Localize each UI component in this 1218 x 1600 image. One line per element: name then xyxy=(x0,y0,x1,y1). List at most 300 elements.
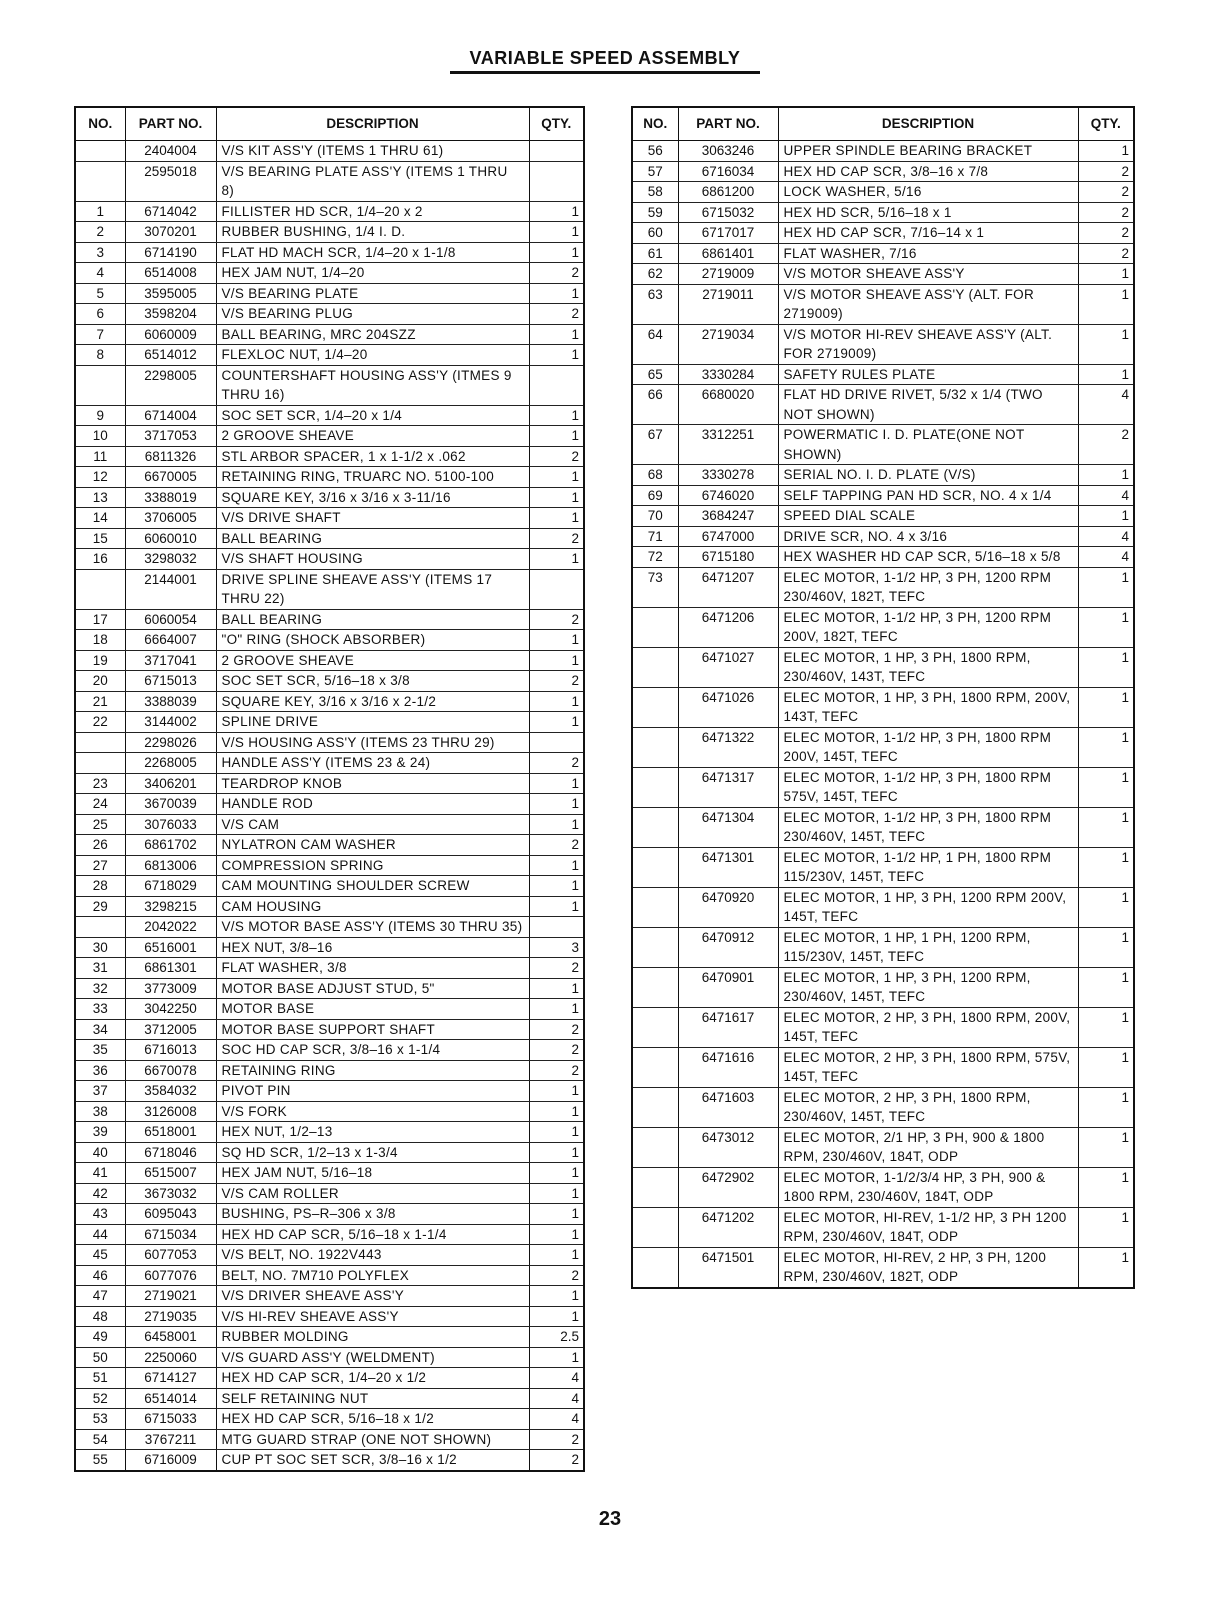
item-number: 31 xyxy=(75,958,125,979)
part-description: ELEC MOTOR, 1-1/2 HP, 3 PH, 1800 RPM 230/460V, 145T, TEFC xyxy=(778,807,1078,847)
part-number: 6060009 xyxy=(125,324,216,345)
part-description: HEX HD CAP SCR, 3/8–16 x 7/8 xyxy=(778,161,1078,182)
part-number: 2719011 xyxy=(678,284,778,324)
part-description: V/S CAM xyxy=(216,814,529,835)
item-number xyxy=(632,967,678,1007)
part-description: FILLISTER HD SCR, 1/4–20 x 2 xyxy=(216,201,529,222)
quantity xyxy=(529,732,584,753)
table-row xyxy=(75,1081,584,1102)
table-row xyxy=(632,927,1134,967)
table-row xyxy=(75,1142,584,1163)
part-description: SELF TAPPING PAN HD SCR, NO. 4 x 1/4 xyxy=(778,485,1078,506)
part-description: FLAT WASHER, 3/8 xyxy=(216,958,529,979)
part-description: HEX JAM NUT, 1/4–20 xyxy=(216,263,529,284)
table-row xyxy=(632,1047,1134,1087)
item-number: 60 xyxy=(632,223,678,244)
item-number xyxy=(632,607,678,647)
item-number: 6 xyxy=(75,304,125,325)
item-number: 51 xyxy=(75,1368,125,1389)
part-number: 6471301 xyxy=(678,847,778,887)
part-number: 6471304 xyxy=(678,807,778,847)
part-description: SOC SET SCR, 1/4–20 x 1/4 xyxy=(216,405,529,426)
part-number: 6715032 xyxy=(678,202,778,223)
part-number: 6716034 xyxy=(678,161,778,182)
part-number: 6514014 xyxy=(125,1388,216,1409)
table-row xyxy=(75,487,584,508)
part-number: 6471501 xyxy=(678,1247,778,1288)
table-row xyxy=(632,182,1134,203)
item-number: 21 xyxy=(75,691,125,712)
quantity: 1 xyxy=(529,1245,584,1266)
table-row xyxy=(75,242,584,263)
part-description: ELEC MOTOR, 1-1/2 HP, 3 PH, 1800 RPM 200V, 145T, TEFC xyxy=(778,727,1078,767)
quantity: 1 xyxy=(529,426,584,447)
table-row xyxy=(632,223,1134,244)
table-row xyxy=(632,161,1134,182)
table-row xyxy=(75,732,584,753)
part-number: 2719009 xyxy=(678,264,778,285)
table-row xyxy=(75,508,584,529)
part-number: 3388019 xyxy=(125,487,216,508)
quantity: 1 xyxy=(1078,887,1134,927)
part-number: 3388039 xyxy=(125,691,216,712)
col-header-description: DESCRIPTION xyxy=(216,107,529,141)
part-number: 6716013 xyxy=(125,1040,216,1061)
part-description: RUBBER BUSHING, 1/4 I. D. xyxy=(216,222,529,243)
part-description: MOTOR BASE xyxy=(216,999,529,1020)
part-number: 6715180 xyxy=(678,547,778,568)
table-row xyxy=(75,1368,584,1389)
part-number: 6717017 xyxy=(678,223,778,244)
quantity: 1 xyxy=(1078,847,1134,887)
part-description: ELEC MOTOR, 1 HP, 1 PH, 1200 RPM, 115/230V, 145T, TEFC xyxy=(778,927,1078,967)
part-description: STL ARBOR SPACER, 1 x 1-1/2 x .062 xyxy=(216,446,529,467)
item-number: 4 xyxy=(75,263,125,284)
quantity: 1 xyxy=(529,1204,584,1225)
item-number: 53 xyxy=(75,1409,125,1430)
part-description: LOCK WASHER, 5/16 xyxy=(778,182,1078,203)
quantity: 1 xyxy=(529,1183,584,1204)
table-row xyxy=(75,650,584,671)
item-number xyxy=(632,887,678,927)
quantity: 2 xyxy=(1078,223,1134,244)
part-number: 6714042 xyxy=(125,201,216,222)
table-row xyxy=(75,1450,584,1471)
item-number: 56 xyxy=(632,141,678,162)
item-number xyxy=(75,732,125,753)
part-number: 3670039 xyxy=(125,794,216,815)
item-number: 10 xyxy=(75,426,125,447)
item-number: 65 xyxy=(632,364,678,385)
part-number: 6861401 xyxy=(678,243,778,264)
item-number: 49 xyxy=(75,1327,125,1348)
part-description: ELEC MOTOR, 2 HP, 3 PH, 1800 RPM, 575V, 145T, TEFC xyxy=(778,1047,1078,1087)
table-row xyxy=(75,855,584,876)
part-number: 6514008 xyxy=(125,263,216,284)
item-number: 13 xyxy=(75,487,125,508)
part-description: DRIVE SCR, NO. 4 x 3/16 xyxy=(778,526,1078,547)
part-description: ELEC MOTOR, HI-REV, 1-1/2 HP, 3 PH 1200 RPM, 230/460V, 184T, ODP xyxy=(778,1207,1078,1247)
quantity: 2 xyxy=(529,528,584,549)
part-number: 6514012 xyxy=(125,345,216,366)
item-number: 43 xyxy=(75,1204,125,1225)
item-number: 30 xyxy=(75,937,125,958)
part-number: 2298005 xyxy=(125,365,216,405)
quantity: 1 xyxy=(529,1142,584,1163)
part-number: 6471603 xyxy=(678,1087,778,1127)
quantity: 4 xyxy=(1078,385,1134,425)
quantity: 2 xyxy=(529,1040,584,1061)
table-row xyxy=(632,324,1134,364)
table-row xyxy=(75,1429,584,1450)
item-number: 57 xyxy=(632,161,678,182)
item-number: 2 xyxy=(75,222,125,243)
quantity xyxy=(529,569,584,609)
table-row xyxy=(75,141,584,162)
quantity: 1 xyxy=(1078,1247,1134,1288)
quantity: 1 xyxy=(529,1081,584,1102)
table-row xyxy=(632,506,1134,527)
item-number: 20 xyxy=(75,671,125,692)
table-row xyxy=(632,465,1134,486)
quantity: 4 xyxy=(529,1368,584,1389)
quantity xyxy=(529,365,584,405)
part-description: ELEC MOTOR, 2/1 HP, 3 PH, 900 & 1800 RPM, 230/460V, 184T, ODP xyxy=(778,1127,1078,1167)
item-number: 39 xyxy=(75,1122,125,1143)
quantity: 1 xyxy=(529,691,584,712)
table-header-row xyxy=(75,107,584,141)
table-row xyxy=(75,712,584,733)
part-number: 3712005 xyxy=(125,1019,216,1040)
table-row xyxy=(632,202,1134,223)
part-description: ELEC MOTOR, 1 HP, 3 PH, 1800 RPM, 230/460V, 143T, TEFC xyxy=(778,647,1078,687)
quantity xyxy=(529,917,584,938)
item-number: 59 xyxy=(632,202,678,223)
quantity: 1 xyxy=(1078,927,1134,967)
item-number xyxy=(75,141,125,162)
part-number: 3773009 xyxy=(125,978,216,999)
table-row xyxy=(632,243,1134,264)
table-row xyxy=(75,937,584,958)
item-number: 58 xyxy=(632,182,678,203)
part-number: 6715013 xyxy=(125,671,216,692)
part-description: "O" RING (SHOCK ABSORBER) xyxy=(216,630,529,651)
item-number: 52 xyxy=(75,1388,125,1409)
part-description: CAM HOUSING xyxy=(216,896,529,917)
quantity: 1 xyxy=(1078,767,1134,807)
part-description: V/S BELT, NO. 1922V443 xyxy=(216,1245,529,1266)
part-number: 3144002 xyxy=(125,712,216,733)
quantity: 3 xyxy=(529,937,584,958)
item-number: 50 xyxy=(75,1347,125,1368)
part-description: ELEC MOTOR, 2 HP, 3 PH, 1800 RPM, 200V, 145T, TEFC xyxy=(778,1007,1078,1047)
item-number: 45 xyxy=(75,1245,125,1266)
part-number: 6861301 xyxy=(125,958,216,979)
quantity xyxy=(529,141,584,162)
parts-list-left xyxy=(75,141,584,1471)
part-description: HEX JAM NUT, 5/16–18 xyxy=(216,1163,529,1184)
quantity: 1 xyxy=(529,222,584,243)
item-number xyxy=(632,1127,678,1167)
quantity: 1 xyxy=(1078,687,1134,727)
item-number: 11 xyxy=(75,446,125,467)
table-row xyxy=(75,528,584,549)
part-number: 6470912 xyxy=(678,927,778,967)
part-number: 3684247 xyxy=(678,506,778,527)
table-row xyxy=(75,426,584,447)
table-row xyxy=(632,526,1134,547)
quantity: 1 xyxy=(529,467,584,488)
part-number: 6516001 xyxy=(125,937,216,958)
part-number: 3673032 xyxy=(125,1183,216,1204)
part-number: 6077076 xyxy=(125,1265,216,1286)
col-header-description: DESCRIPTION xyxy=(778,107,1078,141)
item-number xyxy=(632,927,678,967)
quantity: 1 xyxy=(529,283,584,304)
part-description: HEX NUT, 1/2–13 xyxy=(216,1122,529,1143)
item-number: 37 xyxy=(75,1081,125,1102)
part-description: ELEC MOTOR, 1-1/2 HP, 1 PH, 1800 RPM 115/230V, 145T, TEFC xyxy=(778,847,1078,887)
part-description: CUP PT SOC SET SCR, 3/8–16 x 1/2 xyxy=(216,1450,529,1471)
part-number: 6715033 xyxy=(125,1409,216,1430)
part-number: 6458001 xyxy=(125,1327,216,1348)
table-row xyxy=(632,264,1134,285)
part-description: FLAT HD DRIVE RIVET, 5/32 x 1/4 (TWO NOT SHOWN) xyxy=(778,385,1078,425)
col-header-no: NO. xyxy=(632,107,678,141)
table-row xyxy=(75,1347,584,1368)
item-number xyxy=(632,647,678,687)
part-number: 3312251 xyxy=(678,425,778,465)
quantity: 1 xyxy=(529,712,584,733)
parts-list-right xyxy=(632,141,1134,1288)
part-description: HEX HD CAP SCR, 1/4–20 x 1/2 xyxy=(216,1368,529,1389)
quantity: 2 xyxy=(529,1060,584,1081)
item-number: 48 xyxy=(75,1306,125,1327)
part-number: 6077053 xyxy=(125,1245,216,1266)
part-description: SQ HD SCR, 1/2–13 x 1-3/4 xyxy=(216,1142,529,1163)
quantity: 2 xyxy=(529,958,584,979)
part-description: V/S MOTOR SHEAVE ASS'Y xyxy=(778,264,1078,285)
item-number xyxy=(632,847,678,887)
table-row xyxy=(632,364,1134,385)
part-description: FLAT HD MACH SCR, 1/4–20 x 1-1/8 xyxy=(216,242,529,263)
part-description: MOTOR BASE ADJUST STUD, 5" xyxy=(216,978,529,999)
item-number: 64 xyxy=(632,324,678,364)
part-description: NYLATRON CAM WASHER xyxy=(216,835,529,856)
table-row xyxy=(75,263,584,284)
part-description: SOC HD CAP SCR, 3/8–16 x 1-1/4 xyxy=(216,1040,529,1061)
part-number: 6471322 xyxy=(678,727,778,767)
part-description: HEX HD CAP SCR, 7/16–14 x 1 xyxy=(778,223,1078,244)
part-number: 2268005 xyxy=(125,753,216,774)
item-number: 67 xyxy=(632,425,678,465)
item-number: 35 xyxy=(75,1040,125,1061)
quantity: 1 xyxy=(529,794,584,815)
col-header-no: NO. xyxy=(75,107,125,141)
part-number: 6473012 xyxy=(678,1127,778,1167)
part-number: 3595005 xyxy=(125,283,216,304)
table-row xyxy=(75,365,584,405)
part-description: HEX HD CAP SCR, 5/16–18 x 1/2 xyxy=(216,1409,529,1430)
table-row xyxy=(75,814,584,835)
part-description: V/S SHAFT HOUSING xyxy=(216,549,529,570)
table-row xyxy=(75,1204,584,1225)
item-number xyxy=(75,161,125,201)
table-row xyxy=(75,958,584,979)
part-number: 6470901 xyxy=(678,967,778,1007)
quantity: 4 xyxy=(1078,526,1134,547)
page-title: VARIABLE SPEED ASSEMBLY xyxy=(450,48,760,74)
item-number: 47 xyxy=(75,1286,125,1307)
quantity: 2 xyxy=(1078,202,1134,223)
part-description: COUNTERSHAFT HOUSING ASS'Y (ITMES 9 THRU 16) xyxy=(216,365,529,405)
quantity: 2 xyxy=(529,835,584,856)
part-number: 3717041 xyxy=(125,650,216,671)
quantity: 2 xyxy=(529,446,584,467)
quantity: 1 xyxy=(529,999,584,1020)
table-row xyxy=(632,1127,1134,1167)
item-number: 32 xyxy=(75,978,125,999)
part-description: V/S HOUSING ASS'Y (ITEMS 23 THRU 29) xyxy=(216,732,529,753)
table-row xyxy=(632,967,1134,1007)
part-description: HEX HD SCR, 5/16–18 x 1 xyxy=(778,202,1078,223)
quantity: 1 xyxy=(1078,727,1134,767)
item-number: 16 xyxy=(75,549,125,570)
item-number: 5 xyxy=(75,283,125,304)
part-number: 6471616 xyxy=(678,1047,778,1087)
part-description: ELEC MOTOR, 1-1/2/3/4 HP, 3 PH, 900 & 1800 RPM, 230/460V, 184T, ODP xyxy=(778,1167,1078,1207)
table-row xyxy=(75,1060,584,1081)
part-number: 6471202 xyxy=(678,1207,778,1247)
item-number: 27 xyxy=(75,855,125,876)
quantity: 1 xyxy=(1078,506,1134,527)
quantity: 1 xyxy=(1078,364,1134,385)
table-row xyxy=(632,1167,1134,1207)
part-number: 3126008 xyxy=(125,1101,216,1122)
part-number: 6471027 xyxy=(678,647,778,687)
quantity: 1 xyxy=(529,508,584,529)
table-row xyxy=(75,222,584,243)
col-header-part-no: PART NO. xyxy=(125,107,216,141)
quantity: 1 xyxy=(529,1286,584,1307)
table-row xyxy=(75,896,584,917)
part-number: 3584032 xyxy=(125,1081,216,1102)
part-number: 3717053 xyxy=(125,426,216,447)
quantity: 4 xyxy=(1078,547,1134,568)
part-description: V/S MOTOR SHEAVE ASS'Y (ALT. FOR 2719009) xyxy=(778,284,1078,324)
part-description: BALL BEARING, MRC 204SZZ xyxy=(216,324,529,345)
quantity: 1 xyxy=(529,814,584,835)
quantity: 1 xyxy=(529,201,584,222)
part-number: 6670005 xyxy=(125,467,216,488)
part-description: ELEC MOTOR, 2 HP, 3 PH, 1800 RPM, 230/460V, 145T, TEFC xyxy=(778,1087,1078,1127)
quantity: 2 xyxy=(529,1265,584,1286)
table-row xyxy=(75,794,584,815)
part-number: 6515007 xyxy=(125,1163,216,1184)
part-description: V/S CAM ROLLER xyxy=(216,1183,529,1204)
item-number: 8 xyxy=(75,345,125,366)
quantity: 1 xyxy=(1078,324,1134,364)
part-description: UPPER SPINDLE BEARING BRACKET xyxy=(778,141,1078,162)
part-description: COMPRESSION SPRING xyxy=(216,855,529,876)
parts-table-left xyxy=(74,106,585,1472)
table-row xyxy=(632,1087,1134,1127)
part-description: HANDLE ROD xyxy=(216,794,529,815)
table-header-row xyxy=(632,107,1134,141)
part-description: V/S MOTOR HI-REV SHEAVE ASS'Y (ALT. FOR 2719009) xyxy=(778,324,1078,364)
item-number xyxy=(632,1047,678,1087)
table-row xyxy=(75,1306,584,1327)
table-row xyxy=(75,609,584,630)
part-description: PIVOT PIN xyxy=(216,1081,529,1102)
part-number: 6670078 xyxy=(125,1060,216,1081)
item-number: 69 xyxy=(632,485,678,506)
table-row xyxy=(632,807,1134,847)
item-number xyxy=(632,807,678,847)
part-number: 2719034 xyxy=(678,324,778,364)
part-number: 3063246 xyxy=(678,141,778,162)
table-row xyxy=(75,161,584,201)
item-number: 55 xyxy=(75,1450,125,1471)
item-number: 28 xyxy=(75,876,125,897)
quantity: 1 xyxy=(529,1306,584,1327)
table-row xyxy=(632,727,1134,767)
item-number: 33 xyxy=(75,999,125,1020)
table-row xyxy=(632,284,1134,324)
quantity: 1 xyxy=(1078,607,1134,647)
table-row xyxy=(75,201,584,222)
quantity: 2 xyxy=(529,1450,584,1471)
part-number: 3330278 xyxy=(678,465,778,486)
table-row xyxy=(75,691,584,712)
quantity: 1 xyxy=(529,978,584,999)
quantity: 1 xyxy=(1078,141,1134,162)
part-description: SPLINE DRIVE xyxy=(216,712,529,733)
part-number: 3042250 xyxy=(125,999,216,1020)
item-number: 34 xyxy=(75,1019,125,1040)
part-number: 6714127 xyxy=(125,1368,216,1389)
part-number: 6718046 xyxy=(125,1142,216,1163)
quantity: 1 xyxy=(529,650,584,671)
item-number: 70 xyxy=(632,506,678,527)
part-number: 6746020 xyxy=(678,485,778,506)
table-row xyxy=(75,630,584,651)
part-description: V/S BEARING PLATE ASS'Y (ITEMS 1 THRU 8) xyxy=(216,161,529,201)
part-description: RUBBER MOLDING xyxy=(216,1327,529,1348)
part-number: 3706005 xyxy=(125,508,216,529)
quantity xyxy=(529,161,584,201)
part-number: 6472902 xyxy=(678,1167,778,1207)
quantity: 2 xyxy=(1078,243,1134,264)
item-number: 46 xyxy=(75,1265,125,1286)
part-description: SPEED DIAL SCALE xyxy=(778,506,1078,527)
table-row xyxy=(75,1101,584,1122)
quantity: 1 xyxy=(1078,1207,1134,1247)
table-row xyxy=(75,304,584,325)
part-description: 2 GROOVE SHEAVE xyxy=(216,650,529,671)
item-number: 26 xyxy=(75,835,125,856)
table-row xyxy=(75,835,584,856)
table-row xyxy=(75,753,584,774)
part-number: 6718029 xyxy=(125,876,216,897)
part-description: V/S MOTOR BASE ASS'Y (ITEMS 30 THRU 35) xyxy=(216,917,529,938)
part-description: ELEC MOTOR, 1 HP, 3 PH, 1200 RPM 200V, 145T, TEFC xyxy=(778,887,1078,927)
part-description: ELEC MOTOR, 1-1/2 HP, 3 PH, 1200 RPM 200V, 182T, TEFC xyxy=(778,607,1078,647)
part-number: 2298026 xyxy=(125,732,216,753)
part-description: ELEC MOTOR, HI-REV, 2 HP, 3 PH, 1200 RPM, 230/460V, 182T, ODP xyxy=(778,1247,1078,1288)
part-description: FLAT WASHER, 7/16 xyxy=(778,243,1078,264)
part-description: SQUARE KEY, 3/16 x 3/16 x 3-11/16 xyxy=(216,487,529,508)
